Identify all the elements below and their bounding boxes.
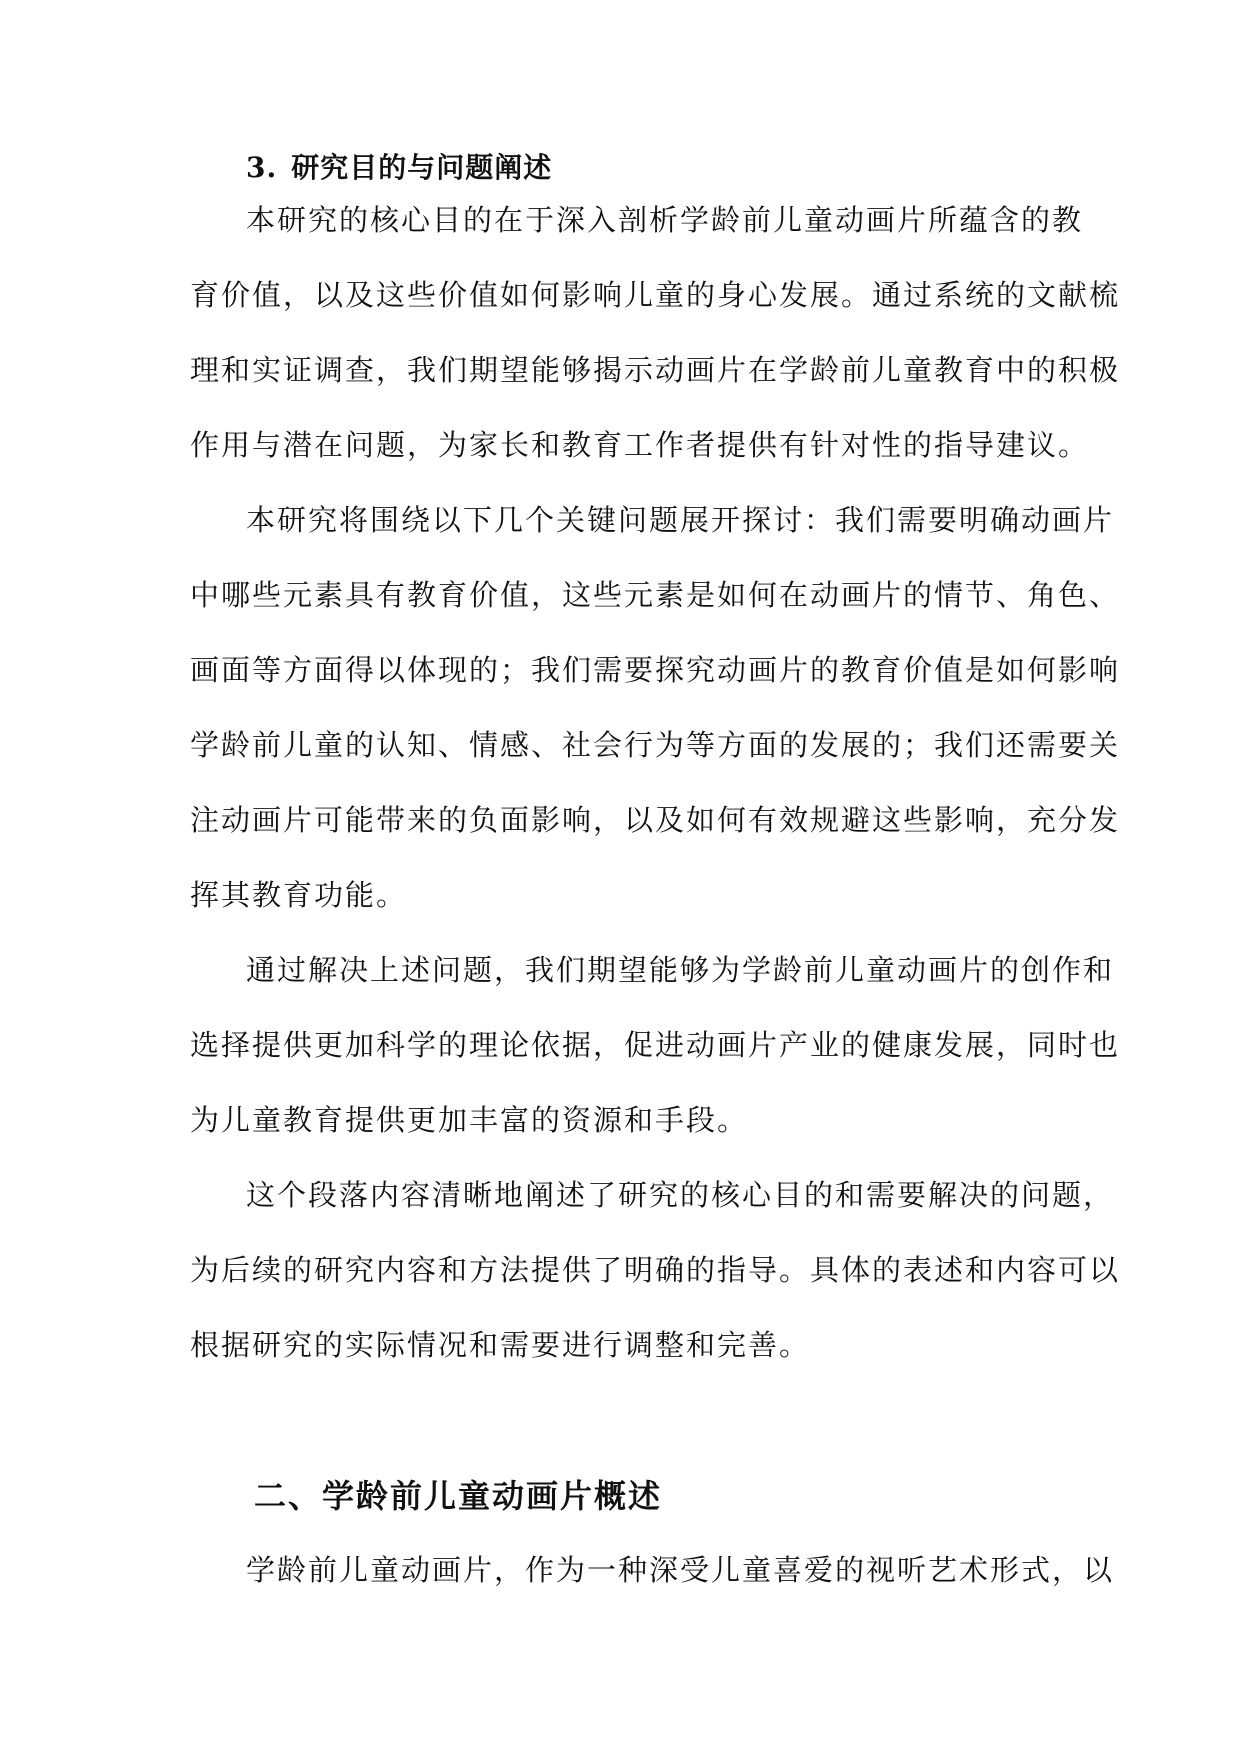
paragraph-line: 学龄前儿童动画片，作为一种深受儿童喜爱的视听艺术形式，以 <box>246 1553 1115 1587</box>
chapter-heading: 二、学龄前儿童动画片概述 <box>254 1477 663 1515</box>
paragraph-line: 注动画片可能带来的负面影响，以及如何有效规避这些影响，充分发 <box>190 803 1121 837</box>
section-number: 3. <box>246 151 278 184</box>
paragraph-line: 为后续的研究内容和方法提供了明确的指导。具体的表述和内容可以 <box>190 1253 1121 1287</box>
paragraph-line: 通过解决上述问题，我们期望能够为学龄前儿童动画片的创作和 <box>246 953 1115 987</box>
paragraph-line: 这个段落内容清晰地阐述了研究的核心目的和需要解决的问题， <box>246 1178 1115 1212</box>
paragraph-line: 育价值，以及这些价值如何影响儿童的身心发展。通过系统的文献梳 <box>190 278 1121 312</box>
paragraph-line: 中哪些元素具有教育价值，这些元素是如何在动画片的情节、角色、 <box>190 578 1121 612</box>
paragraph-line: 学龄前儿童的认知、情感、社会行为等方面的发展的；我们还需要关 <box>190 728 1121 762</box>
paragraph-line: 画面等方面得以体现的；我们需要探究动画片的教育价值是如何影响 <box>190 653 1121 687</box>
paragraph-line: 本研究的核心目的在于深入剖析学龄前儿童动画片所蕴含的教 <box>246 203 1084 237</box>
paragraph-line: 挥其教育功能。 <box>190 878 408 912</box>
section-title: 研究目的与问题阐述 <box>291 151 553 184</box>
paragraph-line: 为儿童教育提供更加丰富的资源和手段。 <box>190 1103 749 1137</box>
paragraph-line: 作用与潜在问题，为家长和教育工作者提供有针对性的指导建议。 <box>190 428 1090 462</box>
paragraph-line: 选择提供更加科学的理论依据，促进动画片产业的健康发展，同时也 <box>190 1028 1121 1062</box>
section-heading <box>246 148 552 188</box>
paragraph-line: 理和实证调查，我们期望能够揭示动画片在学龄前儿童教育中的积极 <box>190 353 1121 387</box>
paragraph-line: 本研究将围绕以下几个关键问题展开探讨：我们需要明确动画片 <box>246 503 1115 537</box>
paragraph-line: 根据研究的实际情况和需要进行调整和完善。 <box>190 1328 811 1362</box>
